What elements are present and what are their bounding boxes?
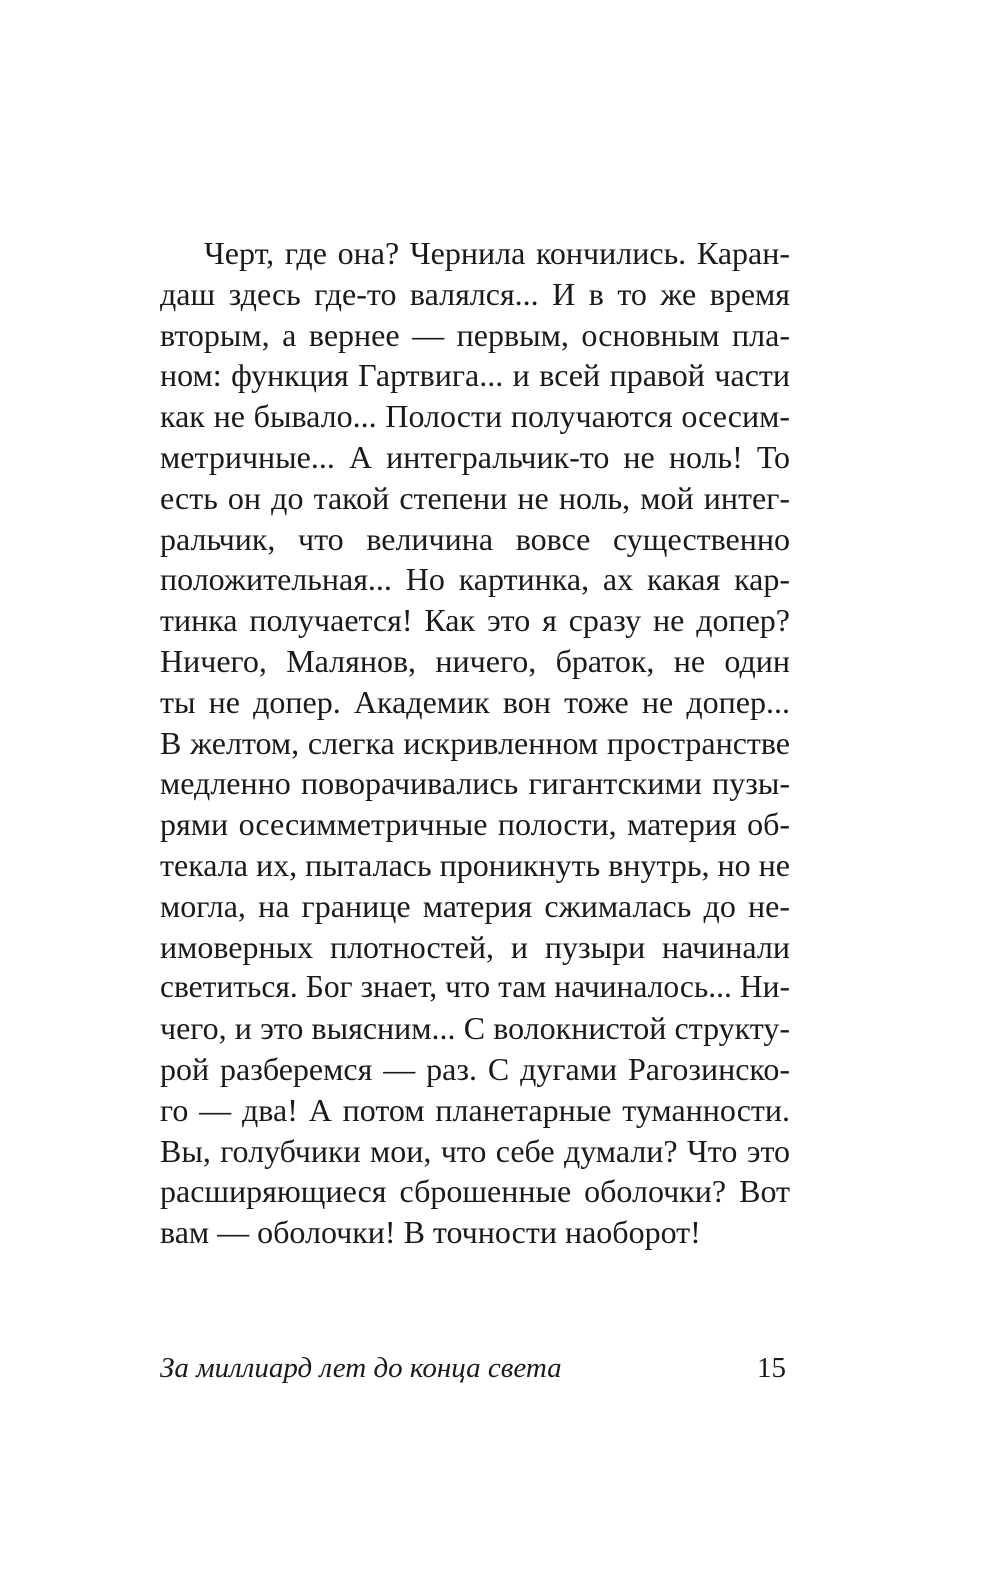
text-line: тинка получается! Как это я сразу не допер?: [160, 602, 790, 639]
text-line: Черт, где она? Чернила кончились. Каран-: [204, 235, 790, 271]
text-line: ральчик, что величина вовсе существенно: [160, 520, 790, 557]
text-line: расширяющиеся сброшенные оболочки? Вот: [160, 1173, 790, 1210]
text-line: текала их, пыталась проникнуть внутрь, но не: [160, 846, 790, 883]
text-line: рой разберемся — раз. С дугами Рагозинско-: [160, 1050, 790, 1087]
text-line: Вы, голубчики мои, что себе думали? Что это: [160, 1132, 790, 1169]
text-line: положительная... Но картинка, ах какая кар-: [160, 561, 790, 598]
text-line: вторым, а вернее — первым, основным пла-: [160, 316, 790, 353]
text-line: го — два! А потом планетарные туманности.: [160, 1091, 790, 1128]
text-line: рями осесимметричные полости, материя об-: [160, 806, 790, 843]
text-line: метричные... А интегральчик-то не ноль! То: [160, 438, 790, 475]
paragraph: [160, 233, 790, 1253]
text-line: вам — оболочки! В точности наоборот!: [160, 1214, 701, 1251]
text-line: Ничего, Малянов, ничего, браток, не один: [160, 642, 790, 679]
page-footer: [160, 1348, 790, 1388]
text-line: имоверных плотностей, и пузыри начинали: [160, 928, 790, 965]
text-line: светиться. Бог знает, что там начиналось... Ни-: [160, 969, 790, 1005]
text-line: есть он до такой степени не ноль, мой интег-: [160, 479, 790, 516]
text-line: даш здесь где-то валялся... И в то же время: [160, 275, 790, 312]
text-line: ном: функция Гартвига... и всей правой части: [160, 357, 790, 394]
text-line: чего, и это выясним... С волокнистой структу-: [160, 1010, 790, 1047]
running-title: За миллиард лет до конца света: [160, 1352, 562, 1384]
text-line: как не бывало... Полости получаются осесим-: [160, 398, 790, 435]
text-line: медленно поворачивались гигантскими пузы-: [160, 765, 790, 802]
text-line: В желтом, слегка искривленном пространстве: [160, 724, 790, 761]
page-number: 15: [757, 1352, 786, 1384]
text-line: ты не допер. Академик вон тоже не допер...: [160, 683, 790, 720]
text-line: могла, на границе материя сжималась до не-: [160, 887, 790, 924]
